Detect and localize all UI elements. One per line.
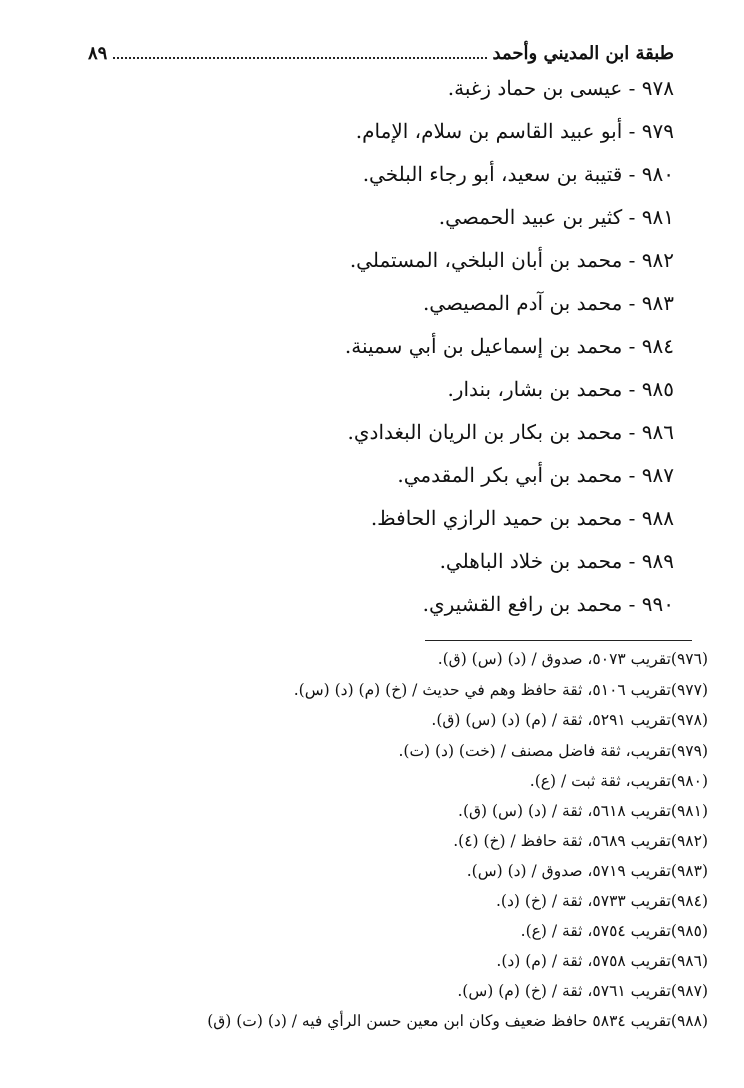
footnote-982: (٩٨٢)تقريب ٥٦٨٩، ثقة حافظ / (خ) (٤).	[453, 832, 708, 850]
footnote-983: (٩٨٣)تقريب ٥٧١٩، صدوق / (د) (س).	[466, 862, 708, 880]
footnote-980: (٩٨٠)تقريب، ثقة ثبت / (ع).	[529, 772, 708, 790]
entry-980: ٩٨٠ - قتيبة بن سعيد، أبو رجاء البلخي.	[362, 162, 674, 186]
footnote-979: (٩٧٩)تقريب، ثقة فاضل مصنف / (خت) (د) (ت).	[398, 742, 708, 760]
footnote-981: (٩٨١)تقريب ٥٦١٨، ثقة / (د) (س) (ق).	[458, 802, 708, 820]
running-header	[88, 38, 674, 68]
entry-978: ٩٧٨ - عيسى بن حماد زغبة.	[447, 76, 674, 100]
footnote-988: (٩٨٨)تقريب ٥٨٣٤ حافظ ضعيف وكان ابن معين حسن الرأي فيه / (د) (ت) (ق)	[207, 1012, 708, 1030]
header-title: طبقة ابن المديني وأحمد	[492, 42, 674, 64]
footnote-985: (٩٨٥)تقريب ٥٧٥٤، ثقة / (ع).	[520, 922, 708, 940]
entry-981: ٩٨١ - كثير بن عبيد الحمصي.	[438, 205, 674, 229]
entry-979: ٩٧٩ - أبو عبيد القاسم بن سلام، الإمام.	[355, 119, 674, 143]
entry-987: ٩٨٧ - محمد بن أبي بكر المقدمي.	[397, 463, 674, 487]
entry-989: ٩٨٩ - محمد بن خلاد الباهلي.	[439, 549, 674, 573]
footnote-977: (٩٧٧)تقريب ٥١٠٦، ثقة حافظ وهم في حديث / (خ) (م) (د) (س).	[293, 681, 708, 699]
entry-984: ٩٨٤ - محمد بن إسماعيل بن أبي سمينة.	[344, 334, 674, 358]
header-leader-dots	[113, 57, 486, 59]
entry-990: ٩٩٠ - محمد بن رافع القشيري.	[422, 592, 674, 616]
footnote-987: (٩٨٧)تقريب ٥٧٦١، ثقة / (خ) (م) (س).	[457, 982, 708, 1000]
entry-988: ٩٨٨ - محمد بن حميد الرازي الحافظ.	[370, 506, 674, 530]
entry-985: ٩٨٥ - محمد بن بشار، بندار.	[447, 377, 674, 401]
entry-986: ٩٨٦ - محمد بن بكار بن الريان البغدادي.	[347, 420, 674, 444]
footnote-978: (٩٧٨)تقريب ٥٢٩١، ثقة / (م) (د) (س) (ق).	[431, 711, 708, 729]
footnote-986: (٩٨٦)تقريب ٥٧٥٨، ثقة / (م) (د).	[496, 952, 708, 970]
footnote-984: (٩٨٤)تقريب ٥٧٣٣، ثقة / (خ) (د).	[496, 892, 708, 910]
entry-983: ٩٨٣ - محمد بن آدم المصيصي.	[422, 291, 674, 315]
footnote-separator	[425, 640, 692, 641]
page-number: ٨٩	[88, 42, 108, 64]
footnote-976: (٩٧٦)تقريب ٥٠٧٣، صدوق / (د) (س) (ق).	[437, 650, 708, 668]
entry-982: ٩٨٢ - محمد بن أبان البلخي، المستملي.	[349, 248, 674, 272]
